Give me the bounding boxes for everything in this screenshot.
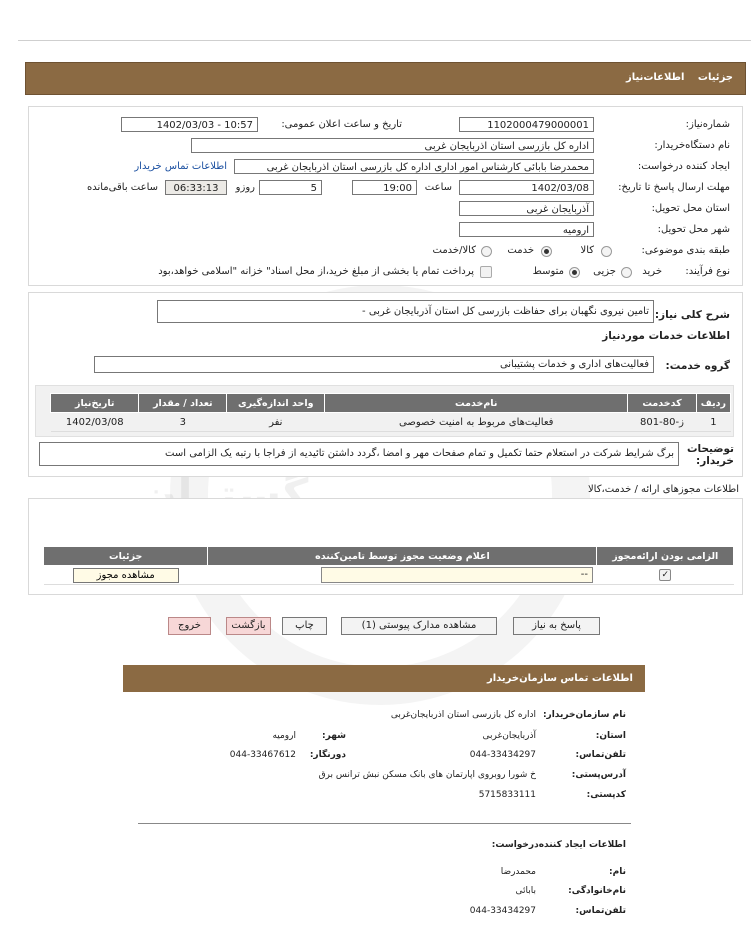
process-buy-label: خرید: [642, 266, 662, 277]
announce-label: تاریخ و ساعت اعلان عمومی:: [281, 119, 402, 130]
process-partial-label: جزیی: [593, 266, 616, 277]
days-label: روزو: [235, 182, 255, 193]
remaining-time-label: ساعت باقی‌مانده: [86, 182, 158, 193]
services-table-header: [51, 394, 731, 413]
process-medium-label: متوسط: [532, 266, 564, 277]
treasury-payment-note: پرداخت تمام یا بخشی از مبلغ خرید،از محل اسناد" خزانه "اسلامی خواهد،بود: [158, 266, 474, 277]
services-panel: [28, 292, 743, 477]
category-goods-radio[interactable]: [601, 246, 612, 257]
cell-unit: نفر: [227, 413, 325, 432]
buyer-org-label: نام دستگاه‌خریدار:: [654, 140, 730, 151]
announce-field: 1402/03/03 - 10:57: [121, 117, 258, 132]
services-title: اطلاعات خدمات موردنیاز: [602, 330, 730, 342]
category-both-radio[interactable]: [481, 246, 492, 257]
requester-label: ایجاد کننده درخواست:: [637, 161, 730, 172]
contact-header: [123, 665, 645, 692]
city-label: شهر محل تحویل:: [657, 224, 730, 235]
print-button[interactable]: چاپ: [282, 617, 327, 635]
col-permit-status: اعلام وضعیت مجوز توسط تامین‌کننده: [208, 547, 597, 566]
breadcrumb-details[interactable]: جزئیات: [697, 72, 733, 83]
category-goods-label: کالا: [580, 245, 594, 256]
col-unit: واحد اندازه‌گیری: [227, 394, 325, 413]
cell-permit-status: [208, 566, 597, 585]
table-row: [51, 413, 731, 432]
permit-required-checkbox: ✓: [659, 569, 671, 581]
category-label: طبقه بندی موضوعی:: [641, 245, 730, 256]
contact-divider: [138, 823, 631, 824]
creator-title: اطلاعات ایجاد کننده‌درخواست:: [491, 840, 626, 850]
permits-table-header: [44, 547, 734, 566]
group-label: گروه خدمت:: [665, 360, 730, 372]
creator-family-value: بابائی: [515, 886, 536, 896]
contact-address-value: خ شورا روبروی اپارتمان های بانک مسکن نبش ترانس برق: [318, 770, 536, 780]
col-name: نام‌خدمت: [325, 394, 628, 413]
buyer-contact-link[interactable]: اطلاعات تماس خریدار: [134, 161, 227, 172]
contact-province-label: استان:: [595, 731, 626, 741]
contact-phone-label: تلفن‌تماس:: [575, 750, 626, 760]
contact-city-label: شهر:: [322, 731, 346, 741]
province-label: استان محل تحویل:: [651, 203, 730, 214]
process-medium-radio[interactable]: [569, 267, 580, 278]
view-permit-button[interactable]: مشاهده مجوز: [73, 568, 179, 583]
cell-permit-required: [597, 566, 734, 585]
buyer-notes-field: برگ شرایط شرکت در استعلام حتما تکمیل و تمام صفحات مهر و امضا ،گردد داشتن تائیدیه از فراجا با رتبه یک الزامی است: [39, 442, 679, 466]
province-field: آذربایجان غربی: [459, 201, 594, 216]
contact-postal-value: 5715833111: [478, 790, 536, 800]
header-bar: [25, 62, 746, 95]
contact-postal-label: کدپستی:: [586, 790, 626, 800]
col-row: ردیف: [696, 394, 730, 413]
category-service-radio[interactable]: [541, 246, 552, 257]
back-button[interactable]: بازگشت: [226, 617, 271, 635]
col-permit-details: جزئیات: [44, 547, 208, 566]
creator-phone-value: 044-33434297: [469, 906, 536, 916]
creator-family-label: نام‌خانوادگی:: [568, 886, 626, 896]
summary-field: تامین نیروی نگهبان برای حفاظت بازرسی کل استان آذربایجان غربی -: [157, 300, 654, 323]
days-count-field: 5: [259, 180, 322, 195]
top-divider: [18, 40, 751, 41]
watermark-text: گستران: [140, 470, 309, 521]
category-service-label: خدمت: [507, 245, 534, 256]
contact-phone-value: 044-33434297: [469, 750, 536, 760]
attachments-button[interactable]: مشاهده مدارک پیوستی (1): [341, 617, 497, 635]
permits-panel: [28, 498, 743, 595]
deadline-time-label: ساعت: [424, 182, 452, 193]
process-label: نوع فرآیند:: [685, 266, 730, 277]
exit-button[interactable]: خروج: [168, 617, 211, 635]
contact-org-label: نام سازمان‌خریدار:: [542, 710, 626, 720]
permit-status-field[interactable]: --: [321, 567, 593, 583]
cell-code: ز-80-801: [628, 413, 697, 432]
deadline-time-field: 19:00: [352, 180, 417, 195]
remaining-time-field: 06:33:13: [165, 180, 227, 195]
breadcrumb-need-info[interactable]: اطلاعات‌نیاز: [626, 72, 685, 83]
deadline-date-field: 1402/03/08: [459, 180, 594, 195]
contact-org-value: اداره کل بازرسی استان اذربایجان‌غربی: [390, 710, 536, 720]
details-panel: [28, 106, 743, 286]
col-qty: تعداد / مقدار: [139, 394, 227, 413]
need-number-field: 1102000479000001: [459, 117, 594, 132]
reply-button[interactable]: پاسخ به نیاز: [513, 617, 600, 635]
contact-title: اطلاعات تماس سازمان‌خریدار: [486, 673, 633, 684]
category-both-label: کالا/خدمت: [432, 245, 476, 256]
process-partial-radio[interactable]: [621, 267, 632, 278]
services-table: [50, 393, 731, 432]
breadcrumb: [616, 72, 733, 83]
contact-fax-value: 044-33467612: [229, 750, 296, 760]
cell-row: 1: [696, 413, 730, 432]
cell-date: 1402/03/08: [51, 413, 139, 432]
treasury-payment-checkbox[interactable]: [480, 266, 492, 278]
col-permit-required: الزامی بودن ارائه‌مجوز: [597, 547, 734, 566]
deadline-label: مهلت ارسال پاسخ تا تاریخ:: [618, 182, 730, 193]
cell-qty: 3: [139, 413, 227, 432]
contact-city-value: ارومیه: [272, 731, 296, 741]
creator-name-value: محمدرضا: [500, 867, 536, 877]
buyer-org-field: اداره کل بازرسی استان اذربایجان غربی: [191, 138, 594, 153]
col-date: تاریخ‌نیاز: [51, 394, 139, 413]
permits-table: [43, 546, 734, 585]
col-code: کدخدمت: [628, 394, 697, 413]
city-field: ارومیه: [459, 222, 594, 237]
creator-phone-label: تلفن‌تماس:: [575, 906, 626, 916]
need-number-label: شماره‌نیاز:: [685, 119, 730, 130]
permits-title: اطلاعات مجوزهای ارائه / خدمت،کالا: [587, 484, 739, 495]
contact-fax-label: دورنگار:: [309, 750, 346, 760]
cell-permit-details: [44, 566, 208, 585]
creator-name-label: نام:: [609, 867, 626, 877]
group-field: فعالیت‌های اداری و خدمات پشتیبانی: [94, 356, 654, 373]
requester-field: محمدرضا بابائی کارشناس امور اداری اداره کل بازرسی استان اذربایجان غربی: [234, 159, 594, 174]
table-row: [44, 566, 734, 585]
buyer-notes-label: توضیحات خریدار:: [686, 443, 734, 467]
contact-province-value: آذربایجان‌غربی: [482, 731, 536, 741]
cell-name: فعالیت‌های مربوط به امنیت خصوصی: [325, 413, 628, 432]
services-table-frame: [35, 385, 734, 437]
contact-address-label: آدرس‌پستی:: [571, 770, 626, 780]
summary-label: شرح کلی نیاز:: [654, 309, 730, 321]
